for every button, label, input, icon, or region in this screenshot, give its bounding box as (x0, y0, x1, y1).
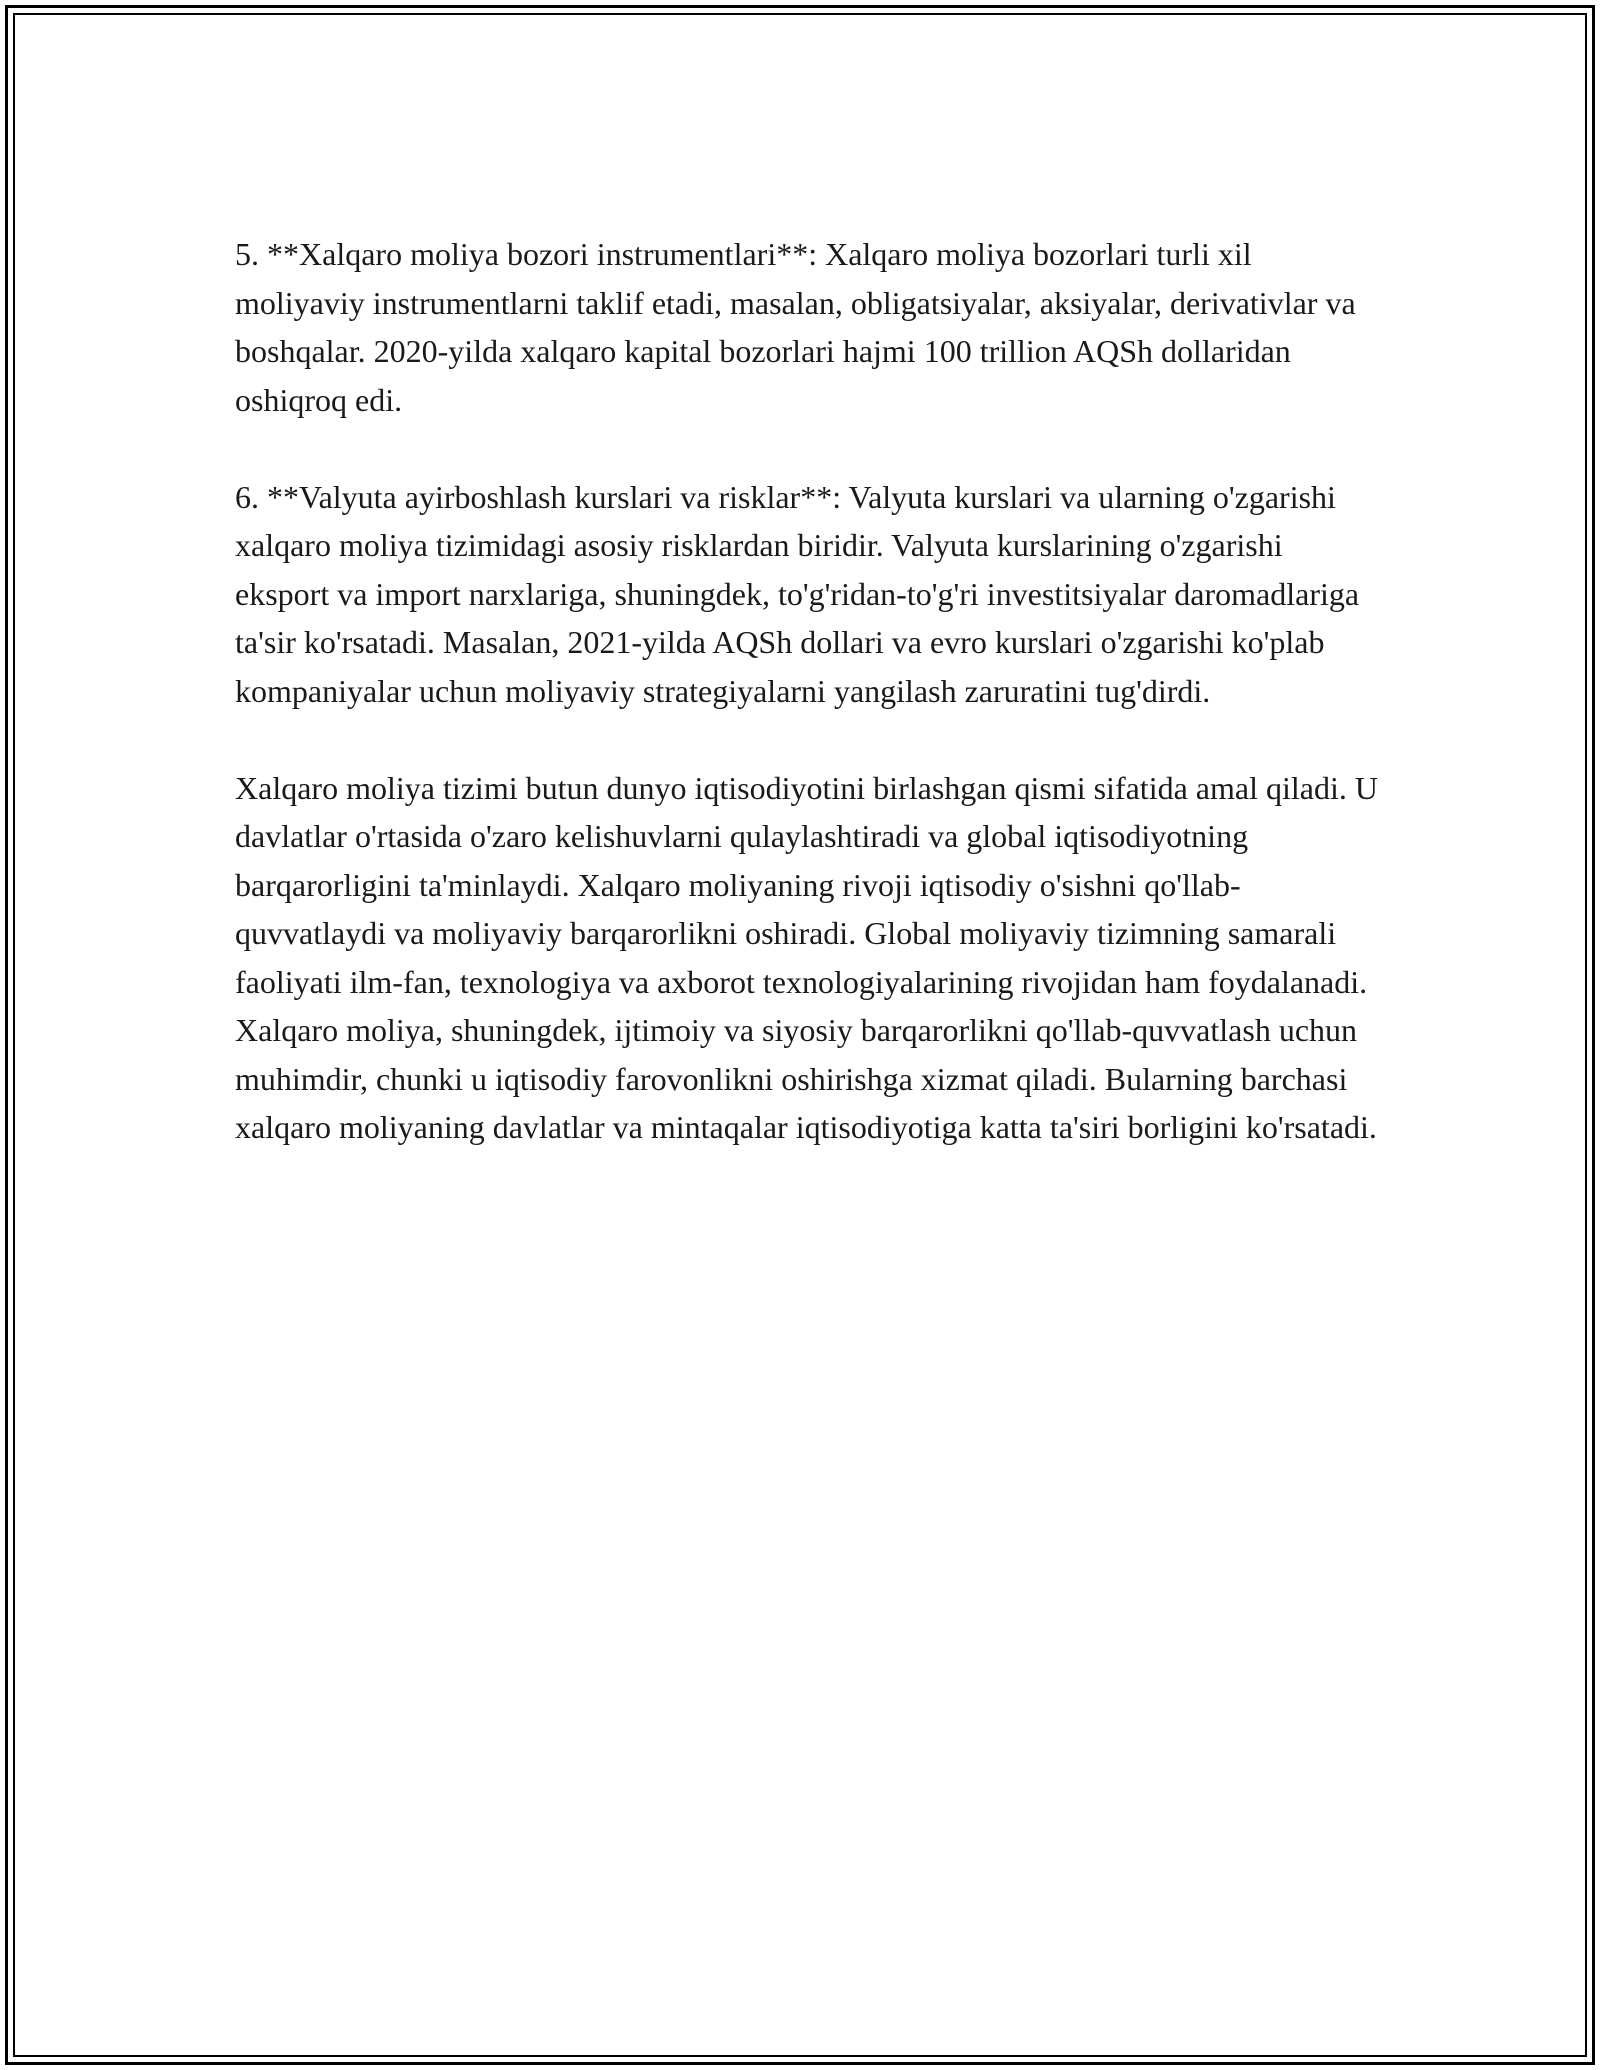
paragraph-conclusion: Xalqaro moliya tizimi butun dunyo iqtisodiyotini birlashgan qismi sifatida amal qiladi. U davlatlar o'rtasida o'zaro kelishuvlarni qulaylashtiradi va global iqtisodiyotning barqarorligini ta'minlaydi. Xalqaro moliyaning rivoji iqtisodiy o'sishni qo'llab-quvvatlaydi va moliyaviy barqarorlikni oshiradi. Global moliyaviy tizimning samarali faoliyati ilm-fan, texnologiya va axborot texnologiyalarining rivojidan ham foydalanadi. Xalqaro moliya, shuningdek, ijtimoiy va siyosiy barqarorlikni qo'llab-quvvatlash uchun muhimdir, chunki u iqtisodiy farovonlikni oshirishga xizmat qiladi. Bularning barchasi xalqaro moliyaning davlatlar va mintaqalar iqtisodiyotiga katta ta'siri borligini ko'rsatadi. (235, 769, 1378, 1145)
paragraph-international-market-instruments: 5. **Xalqaro moliya bozori instrumentlari**: Xalqaro moliya bozorlari turli xil moliyaviy instrumentlarni taklif etadi, masalan, obligatsiyalar, aksiyalar, derivativlar va boshqalar. 2020-yilda xalqaro kapital bozorlari hajmi 100 trillion AQSh dollaridan oshiqroq edi. (235, 236, 1356, 418)
paragraph-exchange-rates-and-risks: 6. **Valyuta ayirboshlash kurslari va risklar**: Valyuta kurslari va ularning o'zgarishi xalqaro moliya tizimidagi asosiy risklardan biridir. Valyuta kurslarining o'zgarishi eksport va import narxlariga, shuningdek, to'g'ridan-to'g'ri investitsiyalar daromadlariga ta'sir ko'rsatadi. Masalan, 2021-yilda AQSh dollari va evro kurslari o'zgarishi ko'plab kompaniyalar uchun moliyaviy strategiyalarni yangilash zaruratini tug'dirdi. (235, 478, 1360, 709)
document-body (235, 230, 1380, 1152)
